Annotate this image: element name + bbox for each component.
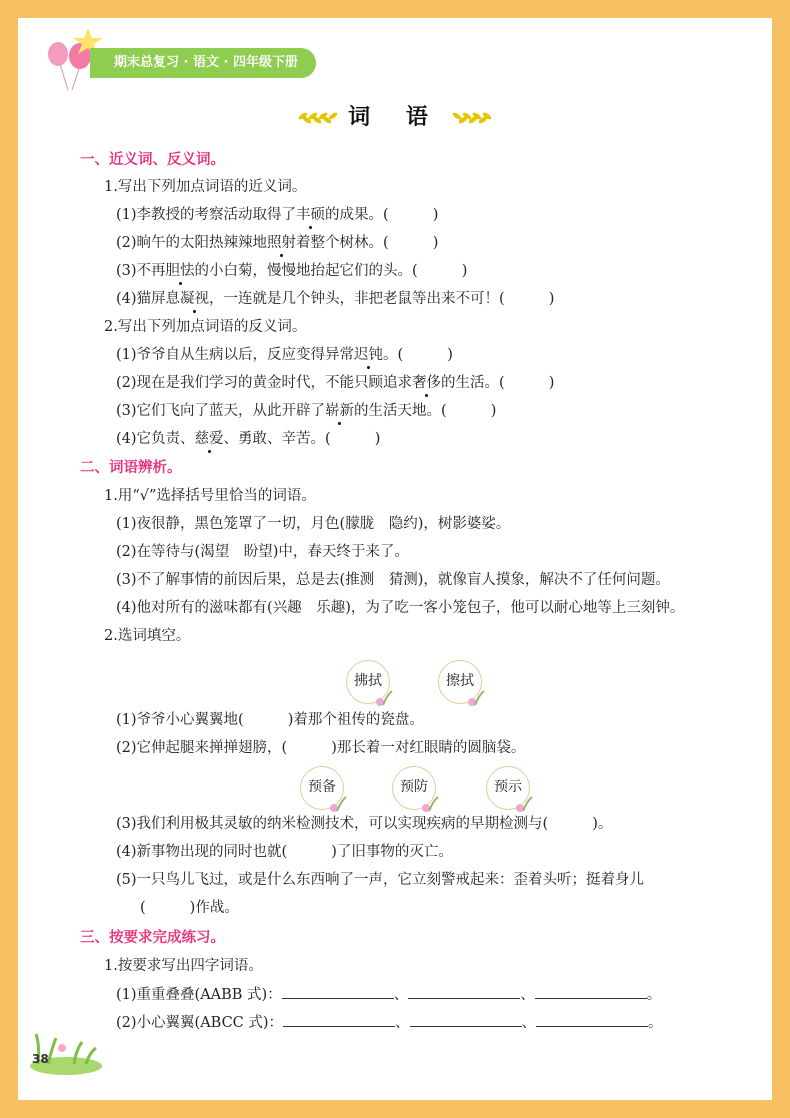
question-1-1: 1.写出下列加点词语的近义词。 <box>104 179 307 195</box>
answer-line[interactable] <box>410 1012 522 1027</box>
list-item: (3)不再胆怯的小白菊，慢慢地抬起它们的头。( ) <box>116 263 468 279</box>
answer-line[interactable] <box>408 984 520 999</box>
question-1-2: 2.写出下列加点词语的反义词。 <box>104 319 307 335</box>
dotted-word: 奢侈 <box>412 375 442 391</box>
dotted-word: 照射 <box>267 235 297 251</box>
answer-line[interactable] <box>535 984 647 999</box>
list-item: ( )作战。 <box>140 900 239 916</box>
answer-line[interactable] <box>283 1012 395 1027</box>
list-item: (1)爷爷自从生病以后，反应变得异常迟钝。( ) <box>116 347 453 363</box>
section-heading-1: 一、近义词、反义词。 <box>80 152 225 168</box>
question-2-2: 2.选词填空。 <box>104 628 191 644</box>
leaf-icon <box>421 795 439 813</box>
list-item: (1)重重叠叠(AABB 式)： 、 、 。 <box>116 984 661 1005</box>
section-heading-3: 三、按要求完成练习。 <box>80 930 225 946</box>
list-item: (3)我们利用极其灵敏的纳米检测技术，可以实现疾病的早期检测与( )。 <box>116 816 613 832</box>
word-option: 预防 <box>392 766 436 810</box>
list-item: (1)爷爷小心翼翼地( )着那个祖传的瓷盘。 <box>116 712 424 728</box>
word-option: 拂拭 <box>346 660 390 704</box>
question-3-1: 1.按要求写出四字词语。 <box>104 958 263 974</box>
list-item: (2)晌午的太阳热辣辣地照射着整个树林。( ) <box>116 235 439 251</box>
word-option: 预备 <box>300 766 344 810</box>
answer-line[interactable] <box>536 1012 648 1027</box>
list-item: (2)在等待与(渴望 盼望)中，春天终于来了。 <box>116 544 409 560</box>
header-banner: 期末总复习 · 语文 · 四年级下册 <box>90 48 316 78</box>
leaf-icon <box>467 689 485 707</box>
list-item: (5)一只鸟儿飞过，或是什么东西响了一声，它立刻警戒起来：歪着头听；挺着身儿 <box>116 872 645 888</box>
list-item: (1)李教授的考察活动取得了丰硕的成果。( ) <box>116 207 439 223</box>
word-option: 擦拭 <box>438 660 482 704</box>
list-item: (4)它负责、慈爱、勇敢、辛苦。( ) <box>116 431 381 447</box>
page-number: 38 <box>32 1052 49 1066</box>
page-title <box>18 100 772 131</box>
leaf-icon <box>375 689 393 707</box>
dotted-word: 崭新 <box>325 403 355 419</box>
title-text: 词 语 <box>348 105 442 130</box>
wheat-left-icon <box>295 105 343 127</box>
list-item: (4)猫屏息凝视，一连就是几个钟头，非把老鼠等出来不可！( ) <box>116 291 555 307</box>
list-item: (3)它们飞向了蓝天，从此开辟了崭新的生活天地。( ) <box>116 403 497 419</box>
question-2-1: 1.用“√”选择括号里恰当的词语。 <box>104 488 316 504</box>
leaf-icon <box>329 795 347 813</box>
dotted-word: 迟钝 <box>354 347 384 363</box>
dotted-word: 慈爱 <box>194 431 224 447</box>
list-item: (4)新事物出现的同时也就( )了旧事物的灭亡。 <box>116 844 453 860</box>
dotted-word: 胆怯 <box>165 263 195 279</box>
list-item: (2)它伸起腿来掸掸翅膀，( )那长着一对红眼睛的圆脑袋。 <box>116 740 526 756</box>
answer-line[interactable] <box>282 984 394 999</box>
list-item: (2)现在是我们学习的黄金时代，不能只顾追求奢侈的生活。( ) <box>116 375 555 391</box>
list-item: (1)夜很静，黑色笼罩了一切，月色(朦胧 隐约)，树影婆娑。 <box>116 516 511 532</box>
section-heading-2: 二、词语辨析。 <box>80 460 182 476</box>
dotted-word: 凝视 <box>180 291 210 307</box>
list-item: (4)他对所有的滋味都有(兴趣 乐趣)，为了吃一客小笼包子，他可以耐心地等上三刻钟。 <box>116 600 685 616</box>
leaf-icon <box>515 795 533 813</box>
wheat-right-icon <box>447 105 495 127</box>
worksheet-page <box>18 18 772 1100</box>
word-option: 预示 <box>486 766 530 810</box>
list-item: (2)小心翼翼(ABCC 式)： 、 、 。 <box>116 1012 663 1033</box>
list-item: (3)不了解事情的前因后果，总是去(推测 猜测)，就像盲人摸象，解决不了任何问题。 <box>116 572 670 588</box>
dotted-word: 丰硕 <box>296 207 326 223</box>
